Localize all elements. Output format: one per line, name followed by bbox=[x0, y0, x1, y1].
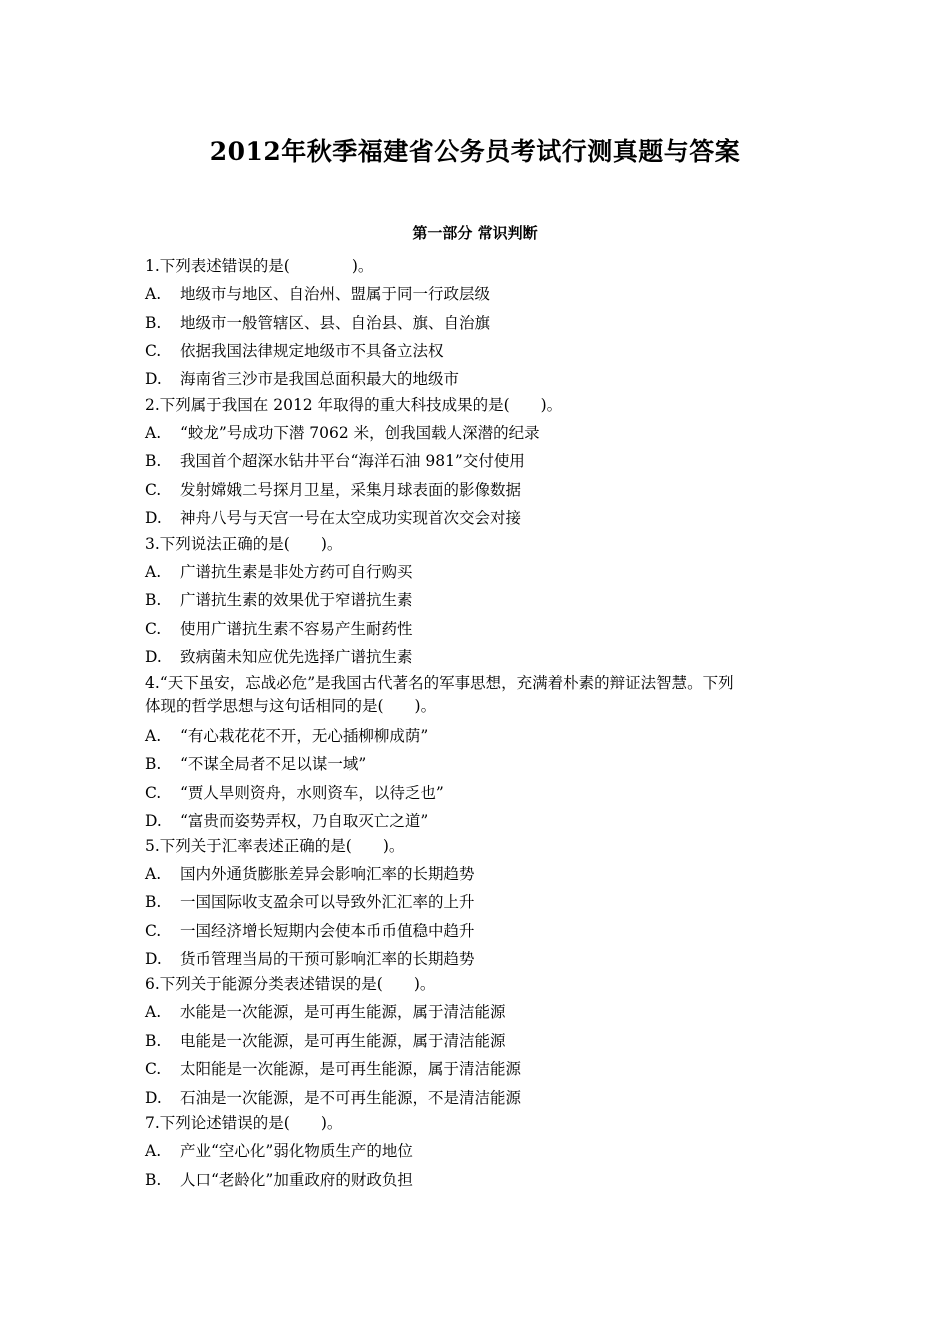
option-text: 依据我国法律规定地级市不具备立法权 bbox=[180, 342, 444, 360]
option-letter: C. bbox=[145, 922, 162, 940]
option-letter: A. bbox=[145, 563, 162, 581]
option-letter: B. bbox=[145, 893, 162, 911]
option-line bbox=[145, 864, 475, 884]
document-title: 2012年秋季福建省公务员考试行测真题与答案 bbox=[209, 137, 741, 166]
option-text: 广谱抗生素是非处方药可自行购买 bbox=[180, 563, 413, 581]
option-letter: C. bbox=[145, 342, 162, 360]
option-line bbox=[145, 508, 521, 528]
option-text: 一国国际收支盈余可以导致外汇汇率的上升 bbox=[180, 893, 475, 911]
option-text: 一国经济增长短期内会使本币币值稳中趋升 bbox=[180, 922, 475, 940]
option-letter: C. bbox=[145, 620, 162, 638]
option-line bbox=[145, 480, 521, 500]
option-line bbox=[145, 1002, 506, 1022]
option-line bbox=[145, 1141, 413, 1161]
option-line bbox=[145, 726, 428, 746]
option-letter: C. bbox=[145, 784, 162, 802]
option-letter: D. bbox=[145, 812, 162, 830]
option-line bbox=[145, 590, 413, 610]
option-letter: B. bbox=[145, 591, 162, 609]
option-line bbox=[145, 423, 540, 443]
option-text: 地级市与地区、自治州、盟属于同一行政层级 bbox=[180, 285, 491, 303]
option-text: 人口“老龄化”加重政府的财政负担 bbox=[180, 1171, 413, 1189]
option-text: “贾人旱则资舟，水则资车，以待乏也” bbox=[180, 784, 444, 802]
option-line bbox=[145, 619, 413, 639]
option-letter: A. bbox=[145, 285, 162, 303]
option-text: “富贵而姿势弄权，乃自取灭亡之道” bbox=[180, 812, 429, 830]
option-letter: D. bbox=[145, 370, 162, 388]
option-letter: A. bbox=[145, 424, 162, 442]
option-line bbox=[145, 949, 475, 969]
option-text: 石油是一次能源，是不可再生能源，不是清洁能源 bbox=[180, 1089, 522, 1107]
option-letter: A. bbox=[145, 1142, 162, 1160]
question-stem-continued: 体现的哲学思想与这句话相同的是( )。 bbox=[145, 697, 437, 715]
option-line bbox=[145, 562, 413, 582]
question-stem: 6.下列关于能源分类表述错误的是( )。 bbox=[145, 975, 436, 993]
option-line bbox=[145, 921, 475, 941]
option-text: 海南省三沙市是我国总面积最大的地级市 bbox=[180, 370, 460, 388]
option-line bbox=[145, 451, 525, 471]
option-line bbox=[145, 1059, 521, 1079]
option-line bbox=[145, 284, 490, 304]
option-line bbox=[145, 1088, 521, 1108]
option-letter: D. bbox=[145, 1089, 162, 1107]
option-text: “蛟龙”号成功下潜 7062 米，创我国载人深潜的纪录 bbox=[180, 424, 540, 442]
option-letter: B. bbox=[145, 1171, 162, 1189]
option-letter: D. bbox=[145, 509, 162, 527]
question-stem: 7.下列论述错误的是( )。 bbox=[145, 1114, 343, 1132]
option-text: 国内外通货膨胀差异会影响汇率的长期趋势 bbox=[180, 865, 475, 883]
option-line bbox=[145, 811, 428, 831]
option-text: 地级市一般管辖区、县、自治县、旗、自治旗 bbox=[180, 314, 491, 332]
option-text: 神舟八号与天宫一号在太空成功实现首次交会对接 bbox=[180, 509, 522, 527]
option-line bbox=[145, 783, 444, 803]
option-letter: B. bbox=[145, 452, 162, 470]
question-stem: 1.下列表述错误的是( )。 bbox=[145, 257, 374, 275]
option-text: 广谱抗生素的效果优于窄谱抗生素 bbox=[180, 591, 413, 609]
question-stem: 4.“天下虽安，忘战必危”是我国古代著名的军事思想，充满着朴素的辩证法智慧。下列 bbox=[145, 674, 734, 692]
option-line bbox=[145, 369, 459, 389]
option-letter: C. bbox=[145, 481, 162, 499]
option-line bbox=[145, 892, 475, 912]
option-text: 太阳能是一次能源，是可再生能源，属于清洁能源 bbox=[180, 1060, 522, 1078]
option-letter: A. bbox=[145, 865, 162, 883]
option-letter: A. bbox=[145, 1003, 162, 1021]
option-letter: A. bbox=[145, 727, 162, 745]
option-text: 使用广谱抗生素不容易产生耐药性 bbox=[180, 620, 413, 638]
option-letter: D. bbox=[145, 950, 162, 968]
question-stem: 3.下列说法正确的是( )。 bbox=[145, 535, 343, 553]
question-stem: 5.下列关于汇率表述正确的是( )。 bbox=[145, 837, 405, 855]
option-text: “不谋全局者不足以谋一域” bbox=[180, 755, 367, 773]
section-heading: 第一部分 常识判断 bbox=[412, 224, 538, 242]
option-line bbox=[145, 1031, 506, 1051]
option-text: 电能是一次能源，是可再生能源，属于清洁能源 bbox=[180, 1032, 506, 1050]
option-text: 货币管理当局的干预可影响汇率的长期趋势 bbox=[180, 950, 475, 968]
option-line bbox=[145, 341, 444, 361]
option-line bbox=[145, 754, 366, 774]
option-line bbox=[145, 647, 413, 667]
option-text: 发射嫦娥二号探月卫星，采集月球表面的影像数据 bbox=[180, 481, 522, 499]
option-line bbox=[145, 1170, 413, 1190]
option-text: 致病菌未知应优先选择广谱抗生素 bbox=[180, 648, 413, 666]
option-text: 水能是一次能源，是可再生能源，属于清洁能源 bbox=[180, 1003, 506, 1021]
option-letter: C. bbox=[145, 1060, 162, 1078]
option-text: “有心栽花花不开，无心插柳柳成荫” bbox=[180, 727, 429, 745]
option-letter: B. bbox=[145, 314, 162, 332]
option-text: 我国首个超深水钻井平台“海洋石油 981”交付使用 bbox=[180, 452, 525, 470]
question-stem: 2.下列属于我国在 2012 年取得的重大科技成果的是( )。 bbox=[145, 396, 563, 414]
option-letter: B. bbox=[145, 1032, 162, 1050]
option-text: 产业“空心化”弱化物质生产的地位 bbox=[180, 1142, 413, 1160]
option-letter: B. bbox=[145, 755, 162, 773]
option-line bbox=[145, 313, 490, 333]
option-letter: D. bbox=[145, 648, 162, 666]
